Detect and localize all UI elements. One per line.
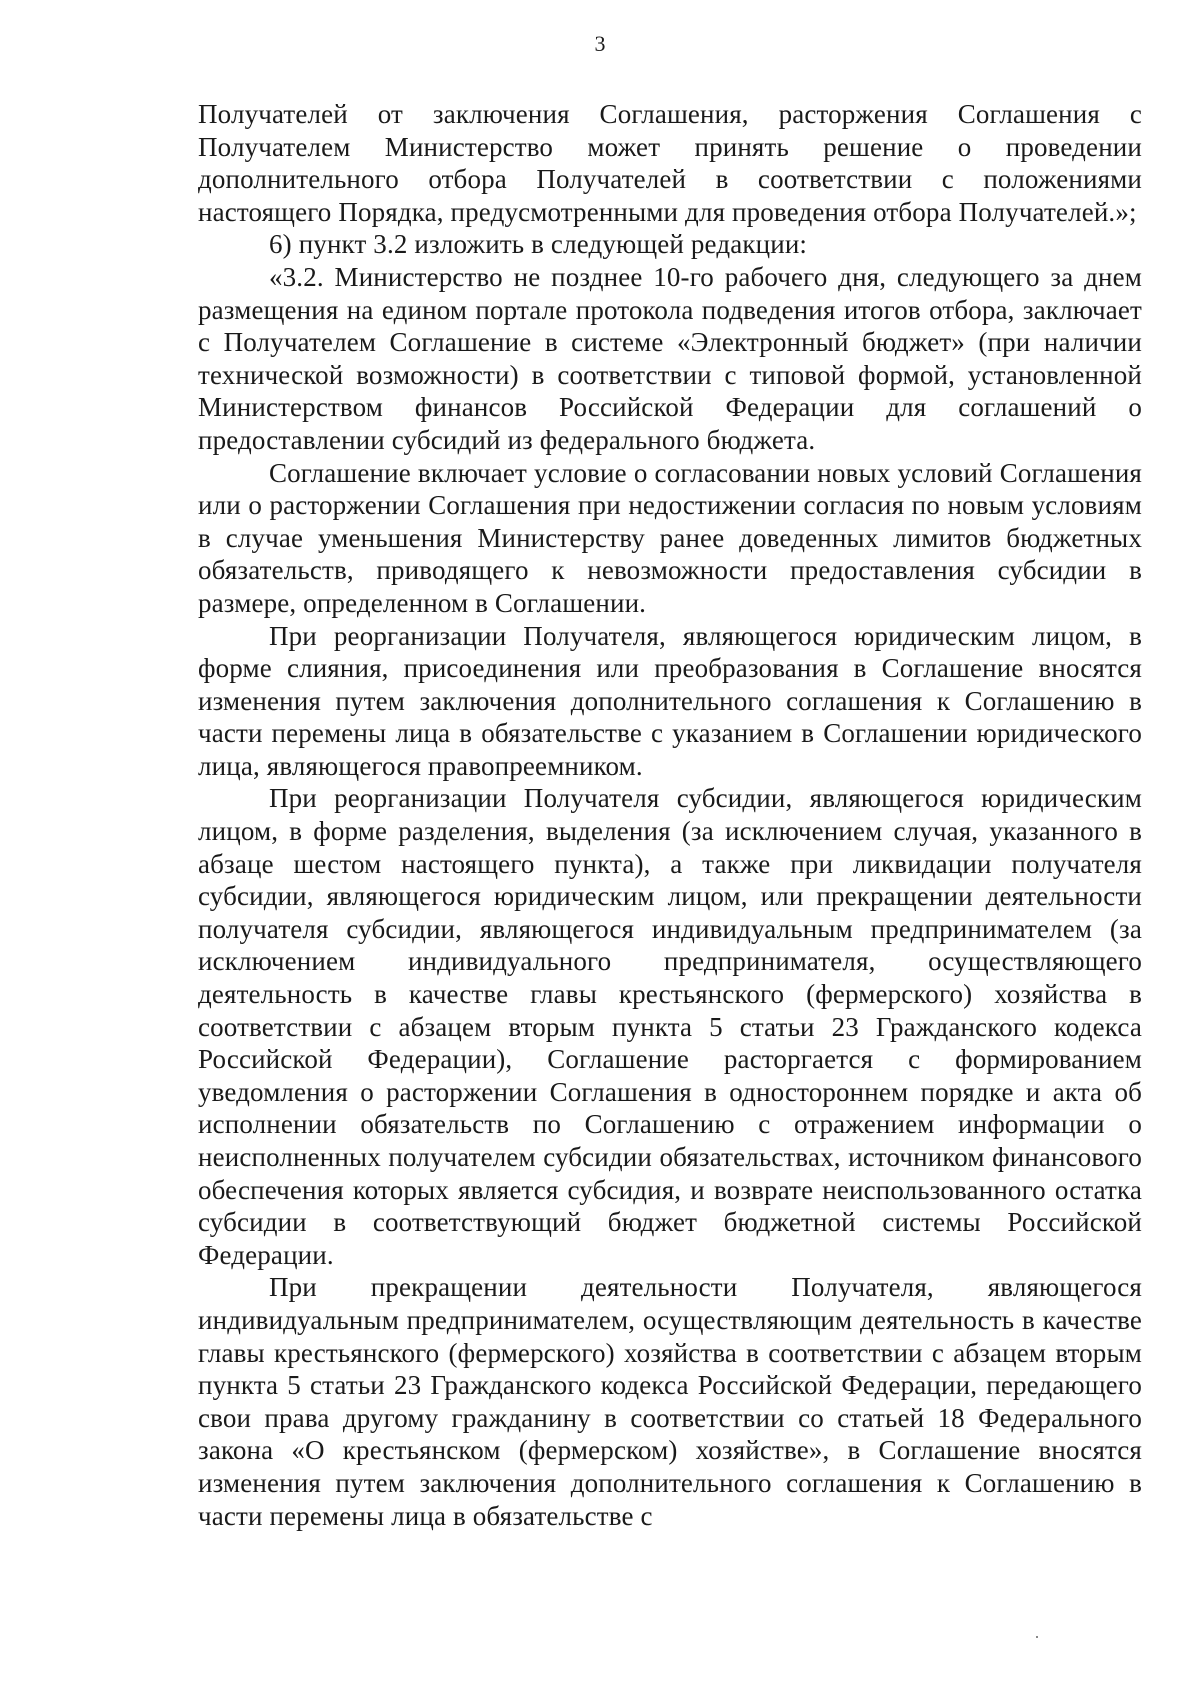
paragraph-reorganization-merger: При реорганизации Получателя, являющегося юридическим лицом, в форме слияния, присоединения или преобразования в Соглашение вносятся изменения путем заключения дополнительного соглашения к Соглашению в части перемены лица в обязательстве с указанием в Соглашении юридического лица, являющегося правопреемником. <box>198 620 1142 781</box>
document-body <box>198 98 1142 1532</box>
paragraph-agreement-condition: Соглашение включает условие о согласовании новых условий Соглашения или о расторжении Соглашения при недостижении согласия по новым условиям в случае уменьшения Министерству ранее доведенных лимитов бюджетных обязательств, приводящего к невозможности предоставления субсидии в размере, определенном в Соглашении. <box>198 457 1142 618</box>
page-number: 3 <box>594 31 606 56</box>
paragraph-clause-3-2: «3.2. Министерство не позднее 10-го рабочего дня, следующего за днем размещения на едином портале протокола подведения итогов отбора, заключает с Получателем Соглашение в системе «Электронный бюджет» (при наличии технической возможности) в соответствии с типовой формой, установленной Министерством финансов Российской Федерации для соглашений о предоставлении субсидий из федерального бюджета. <box>198 261 1142 455</box>
scan-speck <box>1036 1636 1038 1638</box>
paragraph-continuation: Получателей от заключения Соглашения, расторжения Соглашения с Получателем Министерство может принять решение о проведении дополнительного отбора Получателей в соответствии с положениями настоящего Порядка, предусмотренными для проведения отбора Получателей.»; <box>198 99 1142 227</box>
paragraph-reorganization-division: При реорганизации Получателя субсидии, являющегося юридическим лицом, в форме разделения, выделения (за исключением случая, указанного в абзаце шестом настоящего пункта), а также при ликвидации получателя субсидии, являющегося юридическим лицом, или прекращении деятельности получателя субсидии, являющегося индивидуальным предпринимателем (за исключением индивидуального предпринимателя, осуществляющего деятельность в качестве главы крестьянского (фермерского) хозяйства в соответствии с абзацем вторым пункта 5 статьи 23 Гражданского кодекса Российской Федерации), Соглашение расторгается с формированием уведомления о расторжении Соглашения в одностороннем порядке и акта об исполнении обязательств по Соглашению с отражением информации о неисполненных получателем субсидии обязательствах, источником финансового обеспечения которых является субсидия, и возврате неиспользованного остатка субсидии в соответствующий бюджет бюджетной системы Российской Федерации. <box>198 783 1142 1270</box>
paragraph-item-6: 6) пункт 3.2 изложить в следующей редакции: <box>269 229 808 260</box>
paragraph-farm-termination: При прекращении деятельности Получателя, являющегося индивидуальным предпринимателем, осуществляющим деятельность в качестве главы крестьянского (фермерского) хозяйства в соответствии с абзацем вторым пункта 5 статьи 23 Гражданского кодекса Российской Федерации, передающего свои права другому гражданину в соответствии со статьей 18 Федерального закона «О крестьянском (фермерском) хозяйстве», в Соглашение вносятся изменения путем заключения дополнительного соглашения к Соглашению в части перемены лица в обязательстве с <box>198 1272 1142 1531</box>
